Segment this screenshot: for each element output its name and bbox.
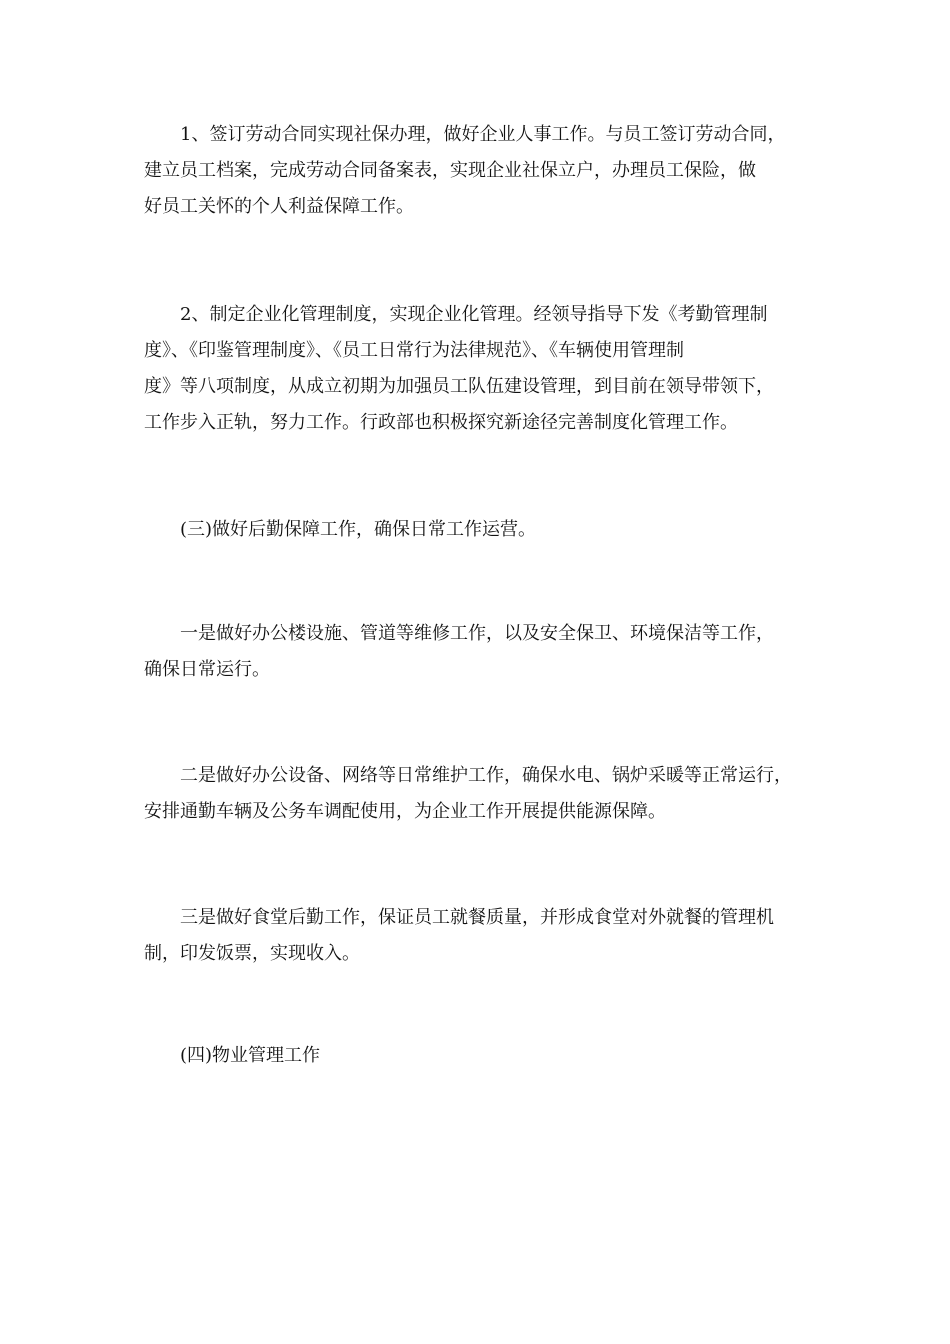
- heading-line: (三)做好后勤保障工作，确保日常工作运营。: [144, 519, 537, 540]
- paragraph-line: 度》、《印鉴管理制度》、《员工日常行为法律规范》、《车辆使用管理制: [144, 340, 684, 361]
- paragraph-line: 二是做好办公设备、网络等日常维护工作，确保水电、锅炉采暖等正常运行，: [144, 765, 792, 786]
- paragraph-line: 制，印发饭票，实现收入。: [144, 943, 360, 964]
- paragraph-management-system: [144, 297, 824, 441]
- paragraph-line: 一是做好办公楼设施、管道等维修工作，以及安全保卫、环境保洁等工作，: [144, 623, 774, 644]
- paragraph-line: 建立员工档案，完成劳动合同备案表，实现企业社保立户，办理员工保险，做: [144, 160, 756, 181]
- paragraph-equipment-maintenance: [144, 758, 824, 830]
- paragraph-line: 工作步入正轨，努力工作。行政部也积极探究新途径完善制度化管理工作。: [144, 412, 738, 433]
- paragraph-labor-contract: [144, 117, 824, 225]
- paragraph-line: 安排通勤车辆及公务车调配使用，为企业工作开展提供能源保障。: [144, 801, 666, 822]
- paragraph-line: 好员工关怀的个人利益保障工作。: [144, 196, 414, 217]
- paragraph-line: 1、签订劳动合同实现社保办理，做好企业人事工作。与员工签订劳动合同，: [144, 124, 786, 145]
- paragraph-line: 2、制定企业化管理制度，实现企业化管理。经领导指导下发《考勤管理制: [144, 304, 768, 325]
- section-heading-property: [144, 1038, 824, 1074]
- paragraph-line: 三是做好食堂后勤工作，保证员工就餐质量，并形成食堂对外就餐的管理机: [144, 907, 774, 928]
- paragraph-line: 度》等八项制度，从成立初期为加强员工队伍建设管理，到目前在领导带领下，: [144, 376, 774, 397]
- paragraph-canteen: [144, 900, 824, 972]
- paragraph-line: 确保日常运行。: [144, 659, 270, 680]
- section-heading-logistics: [144, 512, 824, 548]
- heading-line: (四)物业管理工作: [144, 1045, 321, 1066]
- paragraph-facility-maintenance: [144, 616, 824, 688]
